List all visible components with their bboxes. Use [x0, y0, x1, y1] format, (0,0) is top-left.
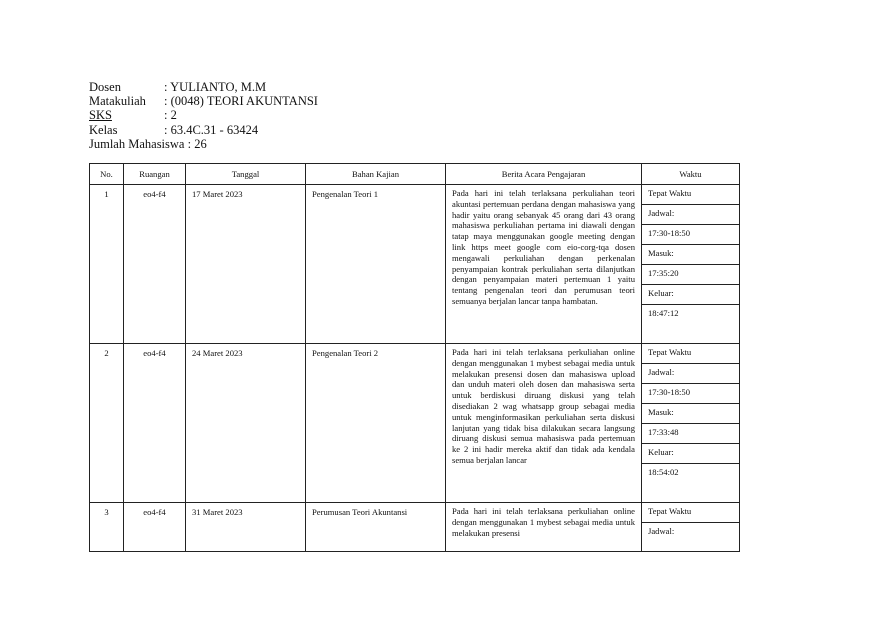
cell-waktu [642, 185, 740, 344]
cell-no: 2 [90, 344, 124, 503]
cell-tanggal: 17 Maret 2023 [186, 185, 306, 344]
col-header-tanggal: Tanggal [186, 164, 306, 185]
waktu-jadwal-value: 17:30-18:50 [642, 384, 739, 404]
dosen-row [89, 80, 318, 94]
table-row [90, 503, 740, 552]
matakuliah-label: Matakuliah [89, 94, 146, 109]
waktu-masuk-value: 17:35:20 [642, 265, 739, 285]
cell-waktu [642, 344, 740, 503]
waktu-jadwal-value: 17:30-18:50 [642, 225, 739, 245]
sks-row [89, 108, 318, 122]
table-row [90, 185, 740, 344]
col-header-waktu: Waktu [642, 164, 740, 185]
col-header-berita-acara: Berita Acara Pengajaran [446, 164, 642, 185]
cell-bahan-kajian: Pengenalan Teori 1 [306, 185, 446, 344]
cell-berita-acara: Pada hari ini telah terlaksana perkuliahan online dengan menggunakan 1 mybest sebagai media untuk melakukan presensi dosen dan mahasiswa upload dan unduh materi oleh dosen dan mahasiswa serta untuk berdiskusi diruang diskusi yang telah disediakan 2 wag whatsapp group sebagai media untuk menginformasikan perkuliahan serta diskusi lanjutan yang tidak bisa dilakukan secara langsung diruang diskusi semua mahasiswa pada pertemuan ke 2 ini hadir mereka aktif dan tidak ada kendala semua berjalan lancar [446, 344, 642, 503]
waktu-status: Tepat Waktu [642, 503, 739, 523]
cell-no: 1 [90, 185, 124, 344]
waktu-jadwal-label: Jadwal: [648, 526, 675, 536]
cell-tanggal: 24 Maret 2023 [186, 344, 306, 503]
cell-bahan-kajian: Perumusan Teori Akuntansi [306, 503, 446, 552]
cell-berita-acara: Pada hari ini telah terlaksana perkuliahan teori akuntasi pertemuan perdana dengan mahasiswa yang hadir yaitu orang sebanyak 45 orang dari 43 orang mahasiswa perkuliahan pertama ini diawali dengan tatap maya menggunakan google meeting dengan link https meet google com eio-corg-tqa dosen mengawali perkuliahan dengan perkenalan penyampaian kontrak perkuliahan serta dilanjutkan dengan penyampaian materi pertemuan 1 yaitu tentang pengenalan teori dan perumusan teori semuanya berjalan lancar tanpa hambatan. [446, 185, 642, 344]
attendance-table [89, 163, 740, 552]
dosen-value: : YULIANTO, M.M [164, 80, 267, 94]
cell-tanggal: 31 Maret 2023 [186, 503, 306, 552]
waktu-jadwal-label: Jadwal: [642, 205, 739, 225]
waktu-keluar-label: Keluar: [642, 285, 739, 305]
course-header [89, 80, 318, 151]
kelas-value: : 63.4C.31 - 63424 [164, 122, 259, 137]
matakuliah-value: : (0048) TEORI AKUNTANSI [164, 94, 318, 109]
waktu-jadwal-label: Jadwal: [642, 364, 739, 384]
jumlah-row [89, 137, 318, 151]
dosen-label: Dosen [89, 80, 121, 94]
waktu-status: Tepat Waktu [642, 185, 739, 205]
jumlah-mahasiswa: Jumlah Mahasiswa : 26 [89, 136, 207, 151]
cell-ruangan: eo4-f4 [124, 344, 186, 503]
kelas-label: Kelas [89, 122, 118, 137]
waktu-masuk-value: 17:33:48 [642, 424, 739, 444]
kelas-row [89, 123, 318, 137]
cell-ruangan: eo4-f4 [124, 185, 186, 344]
waktu-masuk-label: Masuk: [642, 245, 739, 265]
cell-bahan-kajian: Pengenalan Teori 2 [306, 344, 446, 503]
matakuliah-row [89, 94, 318, 108]
sks-label: SKS [89, 108, 112, 123]
cell-waktu [642, 503, 740, 552]
waktu-keluar-value: 18:54:02 [648, 467, 679, 477]
cell-no: 3 [90, 503, 124, 552]
waktu-keluar-value: 18:47:12 [648, 308, 679, 318]
table-row [90, 344, 740, 503]
waktu-masuk-label: Masuk: [642, 404, 739, 424]
col-header-bahan-kajian: Bahan Kajian [306, 164, 446, 185]
col-header-no: No. [90, 164, 124, 185]
cell-ruangan: eo4-f4 [124, 503, 186, 552]
table-header-row [90, 164, 740, 185]
sks-value: : 2 [164, 108, 177, 123]
waktu-keluar-label: Keluar: [642, 444, 739, 464]
col-header-ruangan: Ruangan [124, 164, 186, 185]
cell-berita-acara: Pada hari ini telah terlaksana perkuliahan online dengan menggunakan 1 mybest sebagai media untuk melakukan presensi [446, 503, 642, 552]
waktu-status: Tepat Waktu [642, 344, 739, 364]
